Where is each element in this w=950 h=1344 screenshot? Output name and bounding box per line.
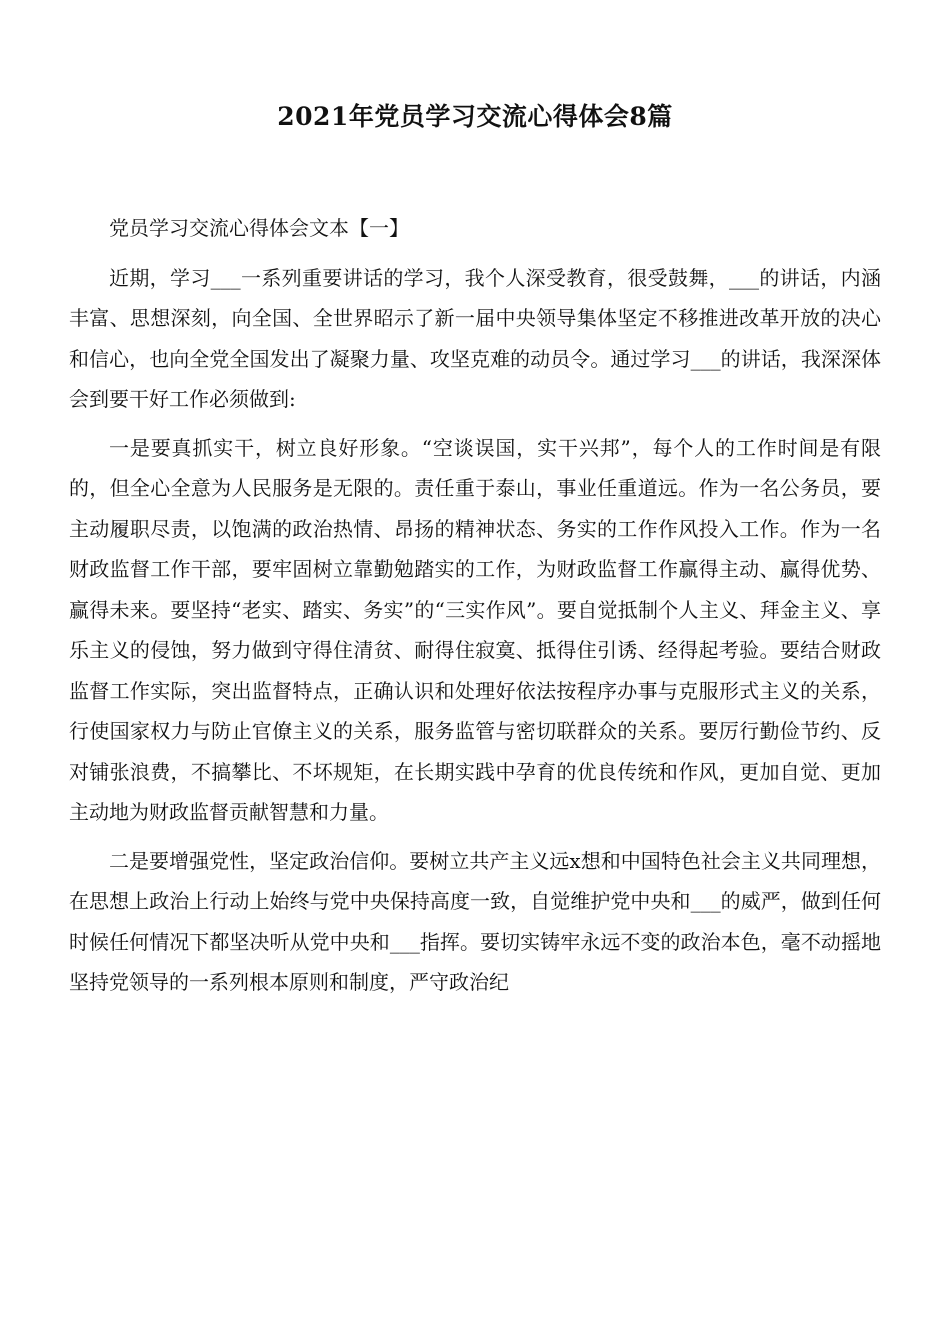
paragraph-point-two: 二是要增强党性，坚定政治信仰。要树立共产主义远x想和中国特色社会主义共同理想，在思想上政治上行动上始终与党中央保持高度一致，自觉维护党中央和___的威严，做到任何时候任何情况下都坚决听从党中央和___指挥。要切实铸牢永远不变的政治本色，毫不动摇地坚持党领导的一系列根本原则和制度，严守政治纪 — [69, 848, 881, 994]
section-heading: 党员学习交流心得体会文本【一】 — [109, 216, 409, 240]
document-body — [69, 208, 881, 1011]
document-title: 2021年党员学习交流心得体会8篇 — [277, 102, 673, 131]
paragraph-intro: 近期，学习___一系列重要讲话的学习，我个人深受教育，很受鼓舞，___的讲话，内涵丰富、思想深刻，向全国、全世界昭示了新一届中央领导集体坚定不移推进改革开放的决心和信心，也向全党全国发出了凝聚力量、攻坚克难的动员令。通过学习___的讲话，我深深体会到要干好工作必须做到: — [69, 265, 881, 411]
paragraph-point-one: 一是要真抓实干，树立良好形象。“空谈误国，实干兴邦”，每个人的工作时间是有限的，但全心全意为人民服务是无限的。责任重于泰山，事业任重道远。作为一名公务员，要主动履职尽责，以饱满的政治热情、昂扬的精神状态、务实的工作作风投入工作。作为一名财政监督工作干部，要牢固树立靠勤勉踏实的工作，为财政监督工作赢得主动、赢得优势、赢得未来。要坚持“老实、踏实、务实”的“三实作风”。要自觉抵制个人主义、拜金主义、享乐主义的侵蚀，努力做到守得住清贫、耐得住寂寞、抵得住引诱、经得起考验。要结合财政监督工作实际，突出监督特点，正确认识和处理好依法按程序办事与克服形式主义的关系，行使国家权力与防止官僚主义的关系，服务监管与密切联群众的关系。要厉行勤俭节约、反对铺张浪费，不搞攀比、不坏规矩，在长期实践中孕育的优良传统和作风，更加自觉、更加主动地为财政监督贡献智慧和力量。 — [69, 435, 881, 824]
